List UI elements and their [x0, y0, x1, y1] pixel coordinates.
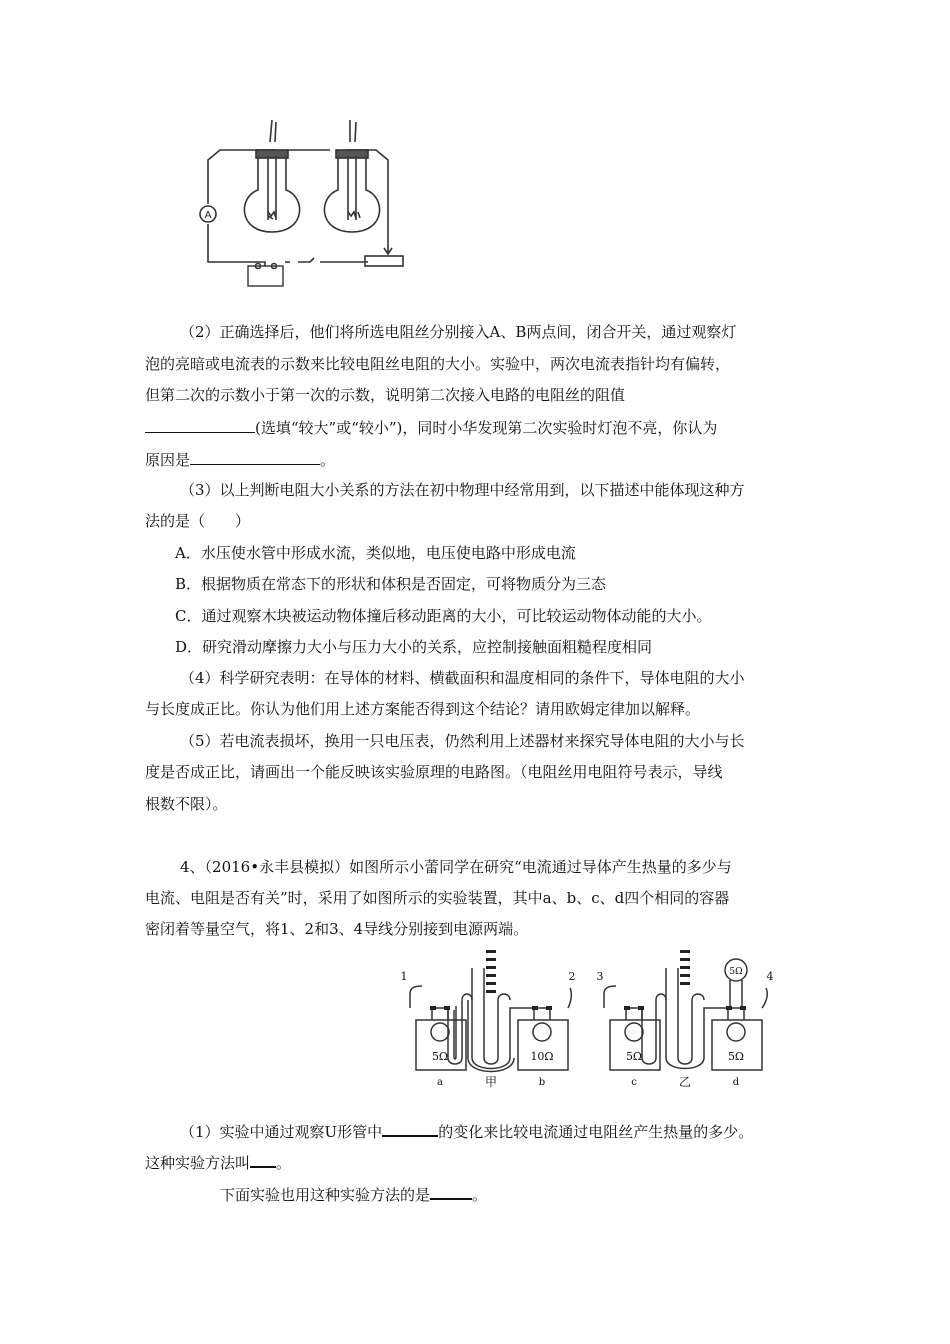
ammeter-label: A [204, 210, 212, 221]
wire-label-1: 1 [400, 970, 408, 983]
answer-blank[interactable] [430, 1184, 472, 1200]
resistor-label-a: 5Ω [431, 1050, 449, 1063]
q4-intro-line1: 4、（2016•永丰县模拟）如图所示小蕾同学在研究“电流通过导体产生热量的多少与 [180, 858, 732, 876]
q3-p3-line2: 法的是（ ） [145, 512, 251, 530]
q3-p4-line1: （4）科学研究表明：在导体的材料、横截面积和温度相同的条件下，导体电阻的大小 [180, 669, 745, 687]
group-label-jia: 甲 [484, 1075, 498, 1089]
circuit-figure-flasks [190, 112, 440, 297]
q4-p1-line1-text-a: （1）实验中通过观察U形管中 [180, 1123, 383, 1141]
q4-intro-line3: 密闭着等量空气，将1、2和3、4导线分别接到电源两端。 [145, 920, 529, 938]
resistor-label-b: 10Ω [530, 1050, 554, 1063]
q3-p2-line3: 但第二次的示数小于第一次的示数，说明第二次接入电路的电阻丝的阻值 [145, 386, 626, 404]
q4-p1-line1 [180, 1121, 753, 1141]
q4-p1-line2-text-b: 。 [276, 1154, 292, 1172]
option-b: B．根据物质在常态下的形状和体积是否固定，可将物质分为三态 [175, 575, 607, 593]
q3-p5-line3: 根数不限）。 [145, 795, 228, 813]
q4-p1-line1-text-b: 的变化来比较电流通过电阻丝产生热量的多少。 [438, 1123, 754, 1141]
wire-label-4: 4 [766, 970, 774, 983]
u-tube-figure [396, 948, 796, 1090]
group-label-yi: 乙 [678, 1075, 692, 1089]
q3-p2-line4 [145, 418, 717, 437]
q3-p2-line4-text: (选填“较大”或“较小”)，同时小华发现第二次实验时灯泡不亮，你认为 [255, 419, 718, 437]
answer-blank[interactable] [190, 450, 320, 465]
option-c: C．通过观察木块被运动物体撞后移动距离的大小，可比较运动物体动能的大小。 [175, 607, 712, 625]
q4-p1-line3 [220, 1184, 487, 1204]
q3-p2-line2: 泡的亮暗或电流表的示数来比较电阻丝电阻的大小。实验中，两次电流表指针均有偏转， [145, 355, 731, 373]
resistor-label-external: 5Ω [729, 967, 743, 977]
option-a: A．水压使水管中形成水流，类似地，电压使电路中形成电流 [175, 544, 576, 562]
q4-p1-line2-text-a: 这种实验方法叫 [145, 1154, 251, 1172]
container-label-a: a [437, 1077, 443, 1088]
wire-label-3: 3 [596, 970, 604, 983]
resistor-label-c: 5Ω [625, 1050, 643, 1063]
container-label-b: b [538, 1077, 546, 1088]
q3-p2-line5 [145, 450, 335, 469]
answer-blank[interactable] [145, 418, 255, 433]
q4-intro-line2: 电流、电阻是否有关”时，采用了如图所示的实验装置，其中a、b、c、d四个相同的容器 [145, 889, 730, 907]
q3-p2-line5-text-b: 。 [320, 451, 336, 469]
container-label-d: d [732, 1077, 740, 1088]
q3-p2-line1: （2）正确选择后，他们将所选电阻丝分别接入A、B两点间，闭合开关，通过观察灯 [180, 323, 737, 341]
q3-p4-line2: 与长度成正比。你认为他们用上述方案能否得到这个结论？请用欧姆定律加以解释。 [145, 700, 701, 718]
option-d: D．研究滑动摩擦力大小与压力大小的关系，应控制接触面粗糙程度相同 [175, 638, 653, 656]
resistor-label-d: 5Ω [727, 1050, 745, 1063]
answer-blank[interactable] [250, 1152, 276, 1168]
q4-p1-line3-text-a: 下面实验也用这种实验方法的是 [220, 1186, 431, 1204]
container-label-c: c [631, 1077, 637, 1088]
q4-p1-line3-text-b: 。 [472, 1186, 488, 1204]
wire-label-2: 2 [568, 970, 576, 983]
q3-p5-line1: （5）若电流表损坏，换用一只电压表，仍然利用上述器材来探究导体电阻的大小与长 [180, 732, 745, 750]
q3-p5-line2: 度是否成正比，请画出一个能反映该实验原理的电路图。（电阻丝用电阻符号表示，导线 [145, 763, 723, 781]
q3-p3-line1: （3）以上判断电阻大小关系的方法在初中物理中经常用到，以下描述中能体现这种方 [180, 481, 745, 499]
q4-p1-line2 [145, 1152, 291, 1172]
answer-blank[interactable] [382, 1121, 438, 1137]
q3-p2-line5-text-a: 原因是 [145, 451, 191, 469]
